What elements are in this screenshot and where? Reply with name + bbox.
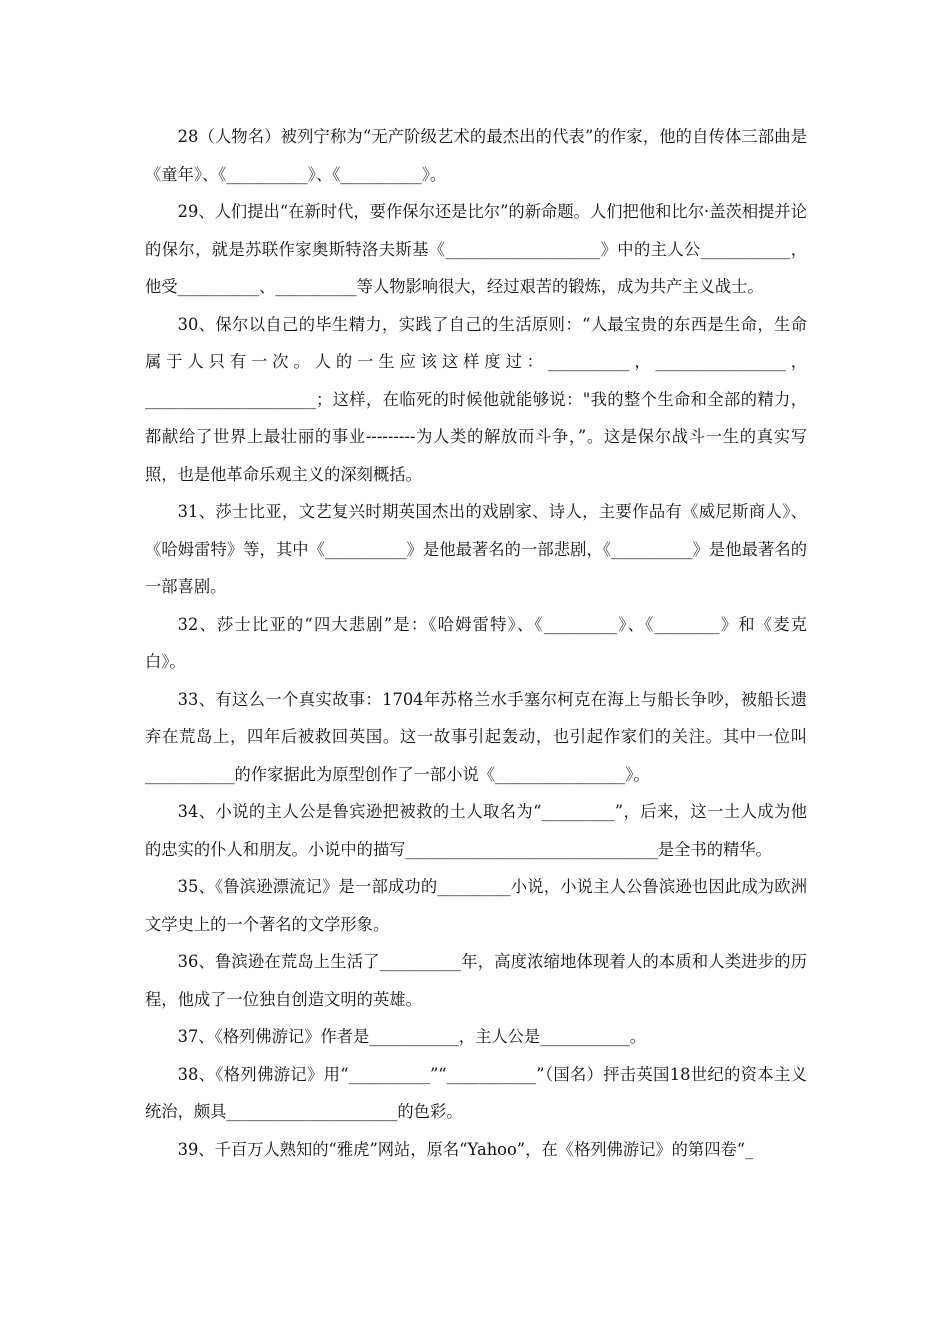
question-36: 36、鲁滨逊在荒岛上生活了__________年，高度浓缩地体现着人的本质和人类进步的历程，他成了一位独自创造文明的英雄。 bbox=[145, 952, 807, 1009]
question-31: 31、莎士比亚，文艺复兴时期英国杰出的戏剧家、诗人，主要作品有《威尼斯商人》、《哈姆雷特》等，其中《__________》是他最著名的一部悲剧，《__________》是他最著名的一部喜剧。 bbox=[145, 502, 807, 596]
question-33: 33、有这么一个真实故事：1704年苏格兰水手塞尔柯克在海上与船长争吵，被船长遗弃在荒岛上，四年后被救回英国。这一故事引起轰动，也引起作家们的关注。其中一位叫___________的作家据此为原型创作了一部小说《________________》。 bbox=[145, 689, 807, 784]
question-29: 29、人们提出“在新时代，要作保尔还是比尔”的新命题。人们把他和比尔·盖茨相提并论的保尔，就是苏联作家奥斯特洛夫斯基《___________________》中的主人公___________，他受__________、__________等人物影响很大，经过艰苦的锻炼，成为共产主义战士。 bbox=[145, 202, 807, 296]
question-34: 34、小说的主人公是鲁宾逊把被救的土人取名为“_________”，后来，这一土人成为他的忠实的仆人和朋友。小说中的描写_______________________________是全书的精华。 bbox=[145, 802, 807, 859]
question-30: 30、保尔以自己的毕生精力，实践了自己的生活原则：“人最宝贵的东西是生命，生命属于人只有一次。人的一生应该这样度过：__________，________________，_____________________；这样，在临死的时候他就能够说："我的整个生命和全部的精力，都献给了世界上最壮丽的事业---------为人类的解放而斗争，”。这是保尔战斗一生的真实写照，也是他革命乐观主义的深刻概括。 bbox=[145, 314, 807, 484]
document-page bbox=[145, 118, 807, 1168]
question-38: 38、《格列佛游记》用“__________”“___________”（国名）抨击英国18世纪的资本主义统治，颇具_____________________的色彩。 bbox=[145, 1064, 807, 1121]
question-28: 28（人物名）被列宁称为“无产阶级艺术的最杰出的代表”的作家，他的自传体三部曲是《童年》、《__________》、《__________》。 bbox=[145, 127, 807, 184]
question-37: 37、《格列佛游记》作者是___________，主人公是___________。 bbox=[177, 1027, 647, 1046]
question-39: 39、千百万人熟知的“雅虎”网站，原名“Yahoo”，在《格列佛游记》的第四卷“_ bbox=[177, 1139, 754, 1159]
question-35: 35、《鲁滨逊漂流记》是一部成功的_________小说，小说主人公鲁滨逊也因此成为欧洲文学史上的一个著名的文学形象。 bbox=[145, 877, 807, 934]
question-32: 32、莎士比亚的“四大悲剧”是：《哈姆雷特》、《_________》、《________》和《麦克白》。 bbox=[145, 614, 807, 671]
